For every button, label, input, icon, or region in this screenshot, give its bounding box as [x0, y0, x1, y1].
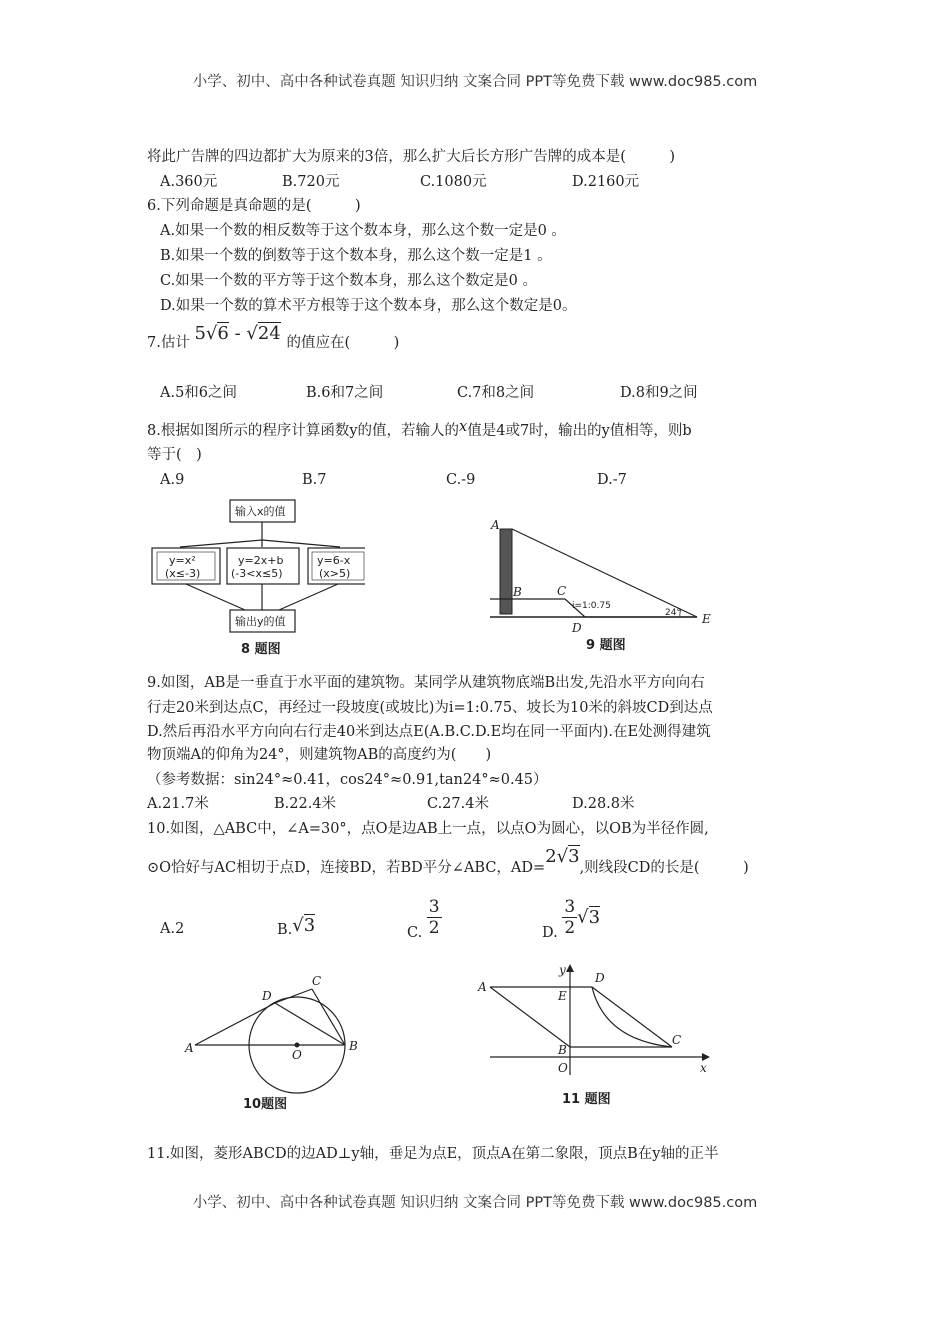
fig8-flowchart: [145, 495, 365, 660]
q8-option-b: B.7: [302, 472, 327, 488]
q7-expr-coef: 5: [194, 323, 206, 344]
q8-line1-a: 8.根据如图所示的程序计算函数y的值，若输人的: [147, 423, 460, 439]
fig10-label-b: B: [349, 1039, 358, 1053]
q5-option-d: D.2160元: [572, 174, 640, 190]
q7-stem: [147, 323, 400, 352]
q10-line2-b: ,则线段CD的长是( ): [579, 860, 749, 876]
q5-option-c: C.1080元: [420, 174, 487, 190]
q9-option-d: D.28.8米: [572, 796, 635, 812]
fig8-box2-l1: y=2x+b: [238, 554, 284, 567]
fig9-label-b: B: [513, 585, 522, 599]
q8-option-a: A.9: [160, 472, 185, 488]
q6-option-d: D.如果一个数的算术平方根等于这个数本身，那么这个数定是0。: [160, 298, 577, 314]
q6-option-b: B.如果一个数的倒数等于这个数本身，那么这个数一定是1 。: [160, 248, 552, 264]
fig8-box2-l2: (-3<x≤5): [231, 567, 283, 580]
fig8-output-text: 输出y的值: [235, 615, 286, 628]
q10-option-d-rad: 3: [588, 906, 601, 928]
q7-option-a: A.5和6之间: [160, 385, 238, 401]
q10-option-c-num: 3: [428, 896, 440, 917]
q9-line3: D.然后再沿水平方向向右行走40米到达点E(A.B.C.D.E均在同一平面内).在E处测得建筑: [147, 724, 711, 740]
q10-option-c-fraction: [427, 897, 442, 938]
page-header: 小学、初中、高中各种试卷真题 知识归纳 文案合同 PPT等免费下载 www.doc985.com: [192, 74, 758, 90]
q10-option-d-label: D.: [542, 925, 558, 941]
fig11-label-a: A: [478, 980, 487, 994]
q9-option-a: A.21.7米: [147, 796, 209, 812]
q10-line2: [147, 846, 749, 877]
q10-option-b: B.√3: [277, 915, 316, 938]
q10-ad-rad: 3: [568, 846, 580, 867]
q8-line1-b: 值是4或7时，输出的y值相等，则b: [467, 423, 692, 439]
q7-expr-rad-b: 24: [257, 323, 281, 344]
fig11-label-e: E: [558, 989, 567, 1003]
q10-line1: 10.如图，△ABC中，∠A=30°，点O是边AB上一点，以点O为圆心，以OB为半径作圆,: [147, 821, 709, 837]
fig11-label-x: x: [700, 1061, 707, 1075]
fig9-label-c: C: [557, 584, 567, 598]
fig10-figure: [180, 965, 370, 1115]
q8-line1: [147, 419, 692, 440]
q7-expr-rad-a: 6: [217, 323, 229, 344]
fig11-label-y: y: [559, 963, 566, 977]
q10-option-d-num: 3: [564, 896, 576, 917]
fig11-caption: 11 题图: [562, 1092, 611, 1107]
page-footer: 小学、初中、高中各种试卷真题 知识归纳 文案合同 PPT等免费下载 www.doc985.com: [192, 1195, 758, 1211]
fig9-building: [500, 529, 512, 614]
q7-suffix: 的值应在( ): [286, 335, 400, 351]
q10-option-c: [407, 893, 442, 941]
fig8-box3-l1: y=6-x: [317, 554, 351, 567]
fig8-box1-l1: y=x²: [169, 554, 196, 567]
fig11-label-b: B: [558, 1043, 567, 1057]
q5-option-a: A.360元: [160, 174, 218, 190]
fig8-input-text: 输入x的值: [235, 505, 286, 518]
q8-line2: 等于( ): [147, 447, 202, 463]
fig10-label-o: O: [292, 1048, 302, 1062]
fig11-figure: [470, 960, 720, 1125]
fig10-label-a: A: [185, 1041, 194, 1055]
q10-ad-value: 2√3: [545, 846, 580, 867]
q9-reference: （参考数据：sin24°≈0.41，cos24°≈0.91,tan24°≈0.45）: [147, 772, 548, 788]
q7-option-b: B.6和7之间: [306, 385, 384, 401]
fig11-label-o: O: [558, 1061, 568, 1075]
q10-option-c-den: 2: [428, 917, 440, 938]
q9-line1: 9.如图，AB是一垂直于水平面的建筑物。某同学从建筑物底端B出发,先沿水平方向向右: [147, 675, 705, 691]
q6-stem: 6.下列命题是真命题的是( ): [147, 198, 361, 214]
q10-option-d-den: 2: [564, 917, 576, 938]
q10-option-a: A.2: [160, 921, 185, 937]
fig9-figure: [485, 515, 725, 660]
q11-line1: 11.如图，菱形ABCD的边AD⊥y轴，垂足为点E，顶点A在第二象限，顶点B在y轴的正半: [147, 1146, 719, 1162]
q10-option-b-label: B.: [277, 922, 293, 938]
fig9-slope: i=1:0.75: [572, 601, 611, 611]
q7-expression: 5√6 - √24: [194, 323, 281, 344]
q9-line2: 行走20米到达点C，再经过一段坡度(或坡比)为i=1:0.75、坡长为10米的斜坡CD到达点: [147, 700, 713, 716]
fig8-caption: 8 题图: [241, 642, 281, 657]
q10-option-b-rad: 3: [303, 915, 316, 936]
fig11-x-arrow: [702, 1053, 710, 1061]
fig11-label-c: C: [672, 1033, 682, 1047]
fig9-label-e: E: [702, 612, 711, 626]
fig9-label-d: D: [572, 621, 582, 635]
fig10-caption: 10题图: [243, 1097, 288, 1112]
q10-option-d: D. $\frac{3}{2}$ √3: [542, 893, 600, 941]
fig9-label-a: A: [491, 518, 500, 532]
q6-option-c: C.如果一个数的平方等于这个数本身，那么这个数定是0 。: [160, 273, 538, 289]
q10-ad-coef: 2: [545, 846, 557, 867]
q7-option-d: D.8和9之间: [620, 385, 698, 401]
q7-expr-op: -: [228, 323, 247, 344]
fig11-label-d: D: [595, 971, 605, 985]
fig10-label-c: C: [312, 974, 322, 988]
fig10-label-d: D: [262, 989, 272, 1003]
q10-option-c-label: C.: [407, 925, 423, 941]
q7-prefix: 7.估计: [147, 335, 190, 351]
q10-line2-a: ⊙O恰好与AC相切于点D，连接BD，若BD平分∠ABC，AD=: [147, 860, 546, 876]
q5-stem: 将此广告牌的四边都扩大为原来的3倍，那么扩大后长方形广告牌的成本是( ): [147, 149, 676, 165]
fig8-box3-l2: (x>5): [319, 567, 351, 580]
q8-option-d: D.-7: [597, 472, 627, 488]
fig9-angle: 24°: [665, 608, 681, 618]
fig11-y-arrow: [566, 964, 574, 972]
fig9-caption: 9 题图: [586, 638, 626, 653]
q9-option-b: B.22.4米: [274, 796, 337, 812]
fig10-center-dot: [295, 1043, 300, 1048]
q6-option-a: A.如果一个数的相反数等于这个数本身，那么这个数一定是0 。: [160, 223, 566, 239]
q5-option-b: B.720元: [282, 174, 340, 190]
q9-line4: 物顶端A的仰角为24°，则建筑物AB的高度约为( ): [147, 747, 492, 763]
q10-option-d-fraction: [562, 897, 577, 938]
q7-option-c: C.7和8之间: [457, 385, 535, 401]
q8-var-x: x: [459, 419, 468, 435]
q9-option-c: C.27.4米: [427, 796, 489, 812]
fig8-box1-l2: (x≤-3): [165, 567, 201, 580]
q8-option-c: C.-9: [446, 472, 476, 488]
